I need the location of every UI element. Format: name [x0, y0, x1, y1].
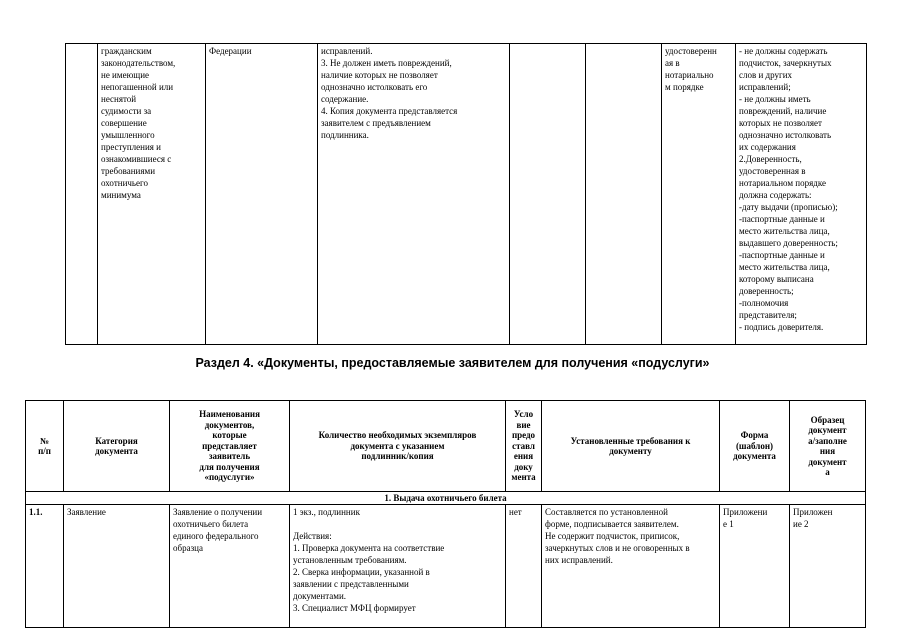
row-condition: нет: [506, 505, 542, 628]
row-requirements: Составляется по установленной форме, подписывается заявителем. Не содержит подчисток, приписок, зачеркнутых слов и не оговоренных в них исправлений.: [542, 505, 720, 628]
documents-table: [25, 400, 866, 628]
row-quantity: 1 экз., подлинник Действия: 1. Проверка документа на соответствие установленным требованиям. 2. Сверка информации, указанной в заявлении с представленными документами. 3. Специалист МФЦ формирует: [290, 505, 506, 628]
table-cell: [510, 44, 586, 345]
table-header-row: [26, 401, 866, 492]
section-title: Раздел 4. «Документы, предоставляемые заявителем для получения «подуслуги»: [195, 356, 710, 370]
table-cell: Федерации: [206, 44, 318, 345]
column-header-category: Категория документа: [64, 401, 170, 492]
subheader-title: 1. Выдача охотничьего билета: [26, 492, 866, 505]
table-cell: [586, 44, 662, 345]
table-cell: удостоверенн ая в нотариально м порядке: [662, 44, 736, 345]
column-header-requirements: Установленные требования к документу: [542, 401, 720, 492]
column-header-document-names: Наименования документов, которые представляет заявитель для получения «подуслуги»: [170, 401, 290, 492]
row-number: 1.1.: [26, 505, 64, 628]
row-category: Заявление: [64, 505, 170, 628]
table-row: [26, 505, 866, 628]
column-header-form: Форма (шаблон) документа: [720, 401, 790, 492]
column-header-quantity: Количество необходимых экземпляров документа с указанием подлинник/копия: [290, 401, 506, 492]
row-document-name: Заявление о получении охотничьего билета единого федерального образца: [170, 505, 290, 628]
column-header-number: № п/п: [26, 401, 64, 492]
column-header-condition: Усло вие предо ставл ения доку мента: [506, 401, 542, 492]
column-header-sample: Образец документ а/заполне ния документ а: [790, 401, 866, 492]
row-sample: Приложен ие 2: [790, 505, 866, 628]
table-cell: [66, 44, 98, 345]
table-cell: - не должны содержать подчисток, зачеркнутых слов и других исправлений; - не должны иметь повреждений, наличие которых не позволяет однозначно истолковать их содержания 2.Доверенность, удостоверенная в нотариальном порядке должна содержать: -дату выдачи (прописью); -паспортные данные и место жительства лица, выдавшего доверенность; -паспортные данные и место жительства лица, которому выписана доверенность; -полномочия представителя; - подпись доверителя.: [736, 44, 867, 345]
row-form: Приложени е 1: [720, 505, 790, 628]
table-cell: гражданским законодательством, не имеющие непогашенной или неснятой судимости за совершение умышленного преступления и ознакомившиеся с требованиями охотничьего минимума: [98, 44, 206, 345]
table-row: [66, 44, 867, 345]
table-cell: исправлений. 3. Не должен иметь повреждений, наличие которых не позволяет однозначно истолковать его содержание. 4. Копия документа представляется заявителем с предъявлением подлинника.: [318, 44, 510, 345]
continued-table: [65, 43, 867, 345]
table-subheader-row: [26, 492, 866, 505]
